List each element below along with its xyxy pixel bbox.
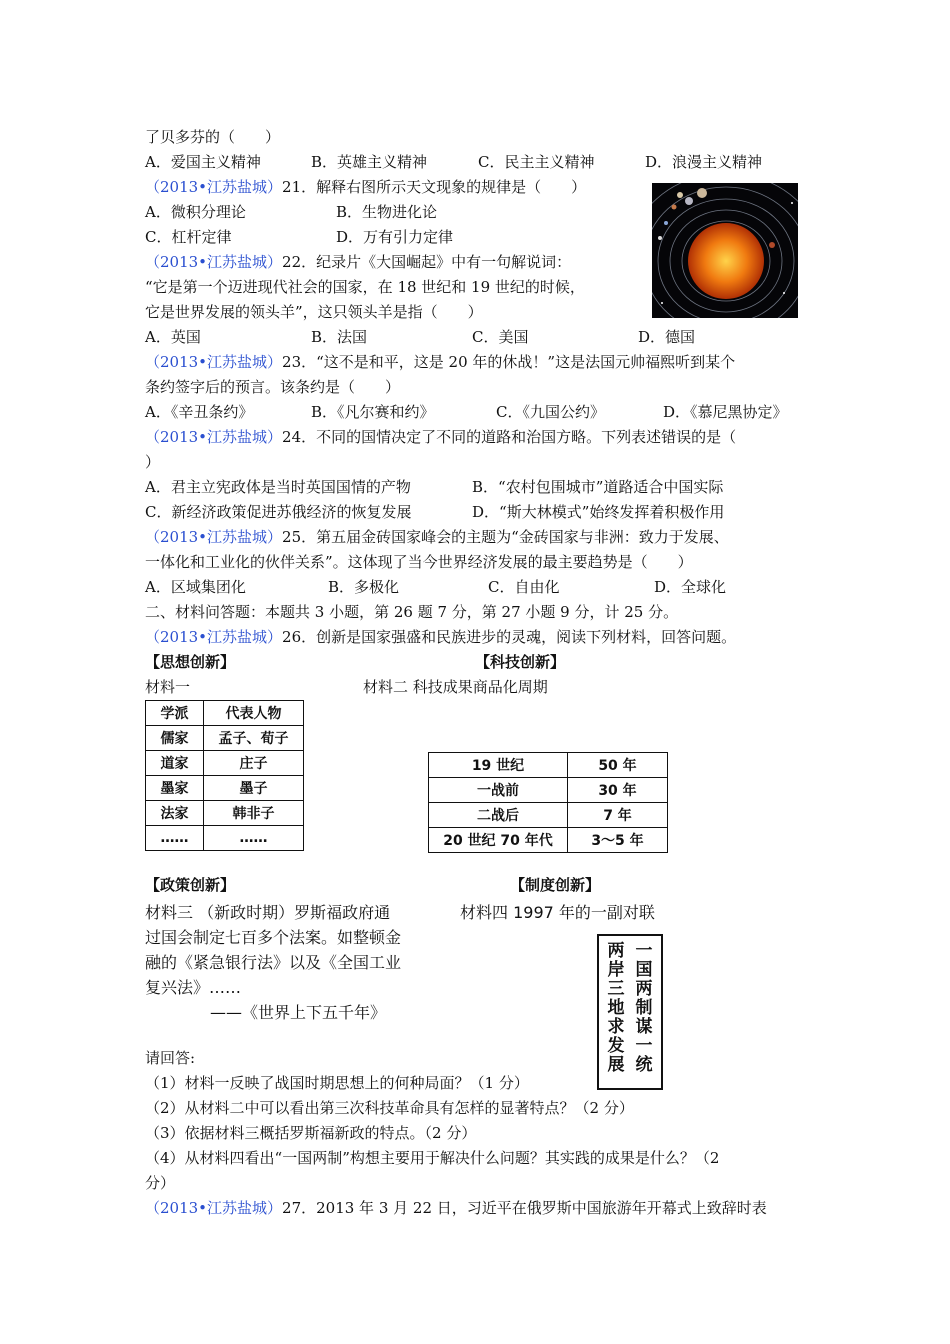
heading-policy-innovation: 【政策创新】	[145, 876, 236, 894]
material-3-source: ——《世界上下五千年》	[210, 1003, 387, 1022]
question-22-text: 22．纪录片《大国崛起》中有一句解说词：	[282, 253, 572, 271]
table-row	[429, 778, 668, 803]
question-23-line2: 条约签字后的预言。该条约是（ ）	[145, 378, 401, 396]
option-20a: A．爱国主义精神	[145, 153, 261, 171]
material-1-label: 材料一	[145, 678, 191, 696]
table-row	[146, 826, 304, 851]
option-25a: A．区域集团化	[145, 578, 246, 596]
source-tag: （2013•江苏盐城）	[145, 253, 283, 271]
option-23c: C．《九国公约》	[496, 403, 605, 421]
material-4-label: 材料四 1997 年的一副对联	[460, 903, 655, 922]
material-3-line: 融的《紧急银行法》以及《全国工业	[145, 953, 402, 972]
table-cell: 孟子、荀子	[204, 726, 304, 751]
option-22a: A．英国	[145, 328, 201, 346]
table-cell: 庄子	[204, 751, 304, 776]
couplet-left-line: 两 岸 三 地 求 发 展	[607, 941, 625, 1075]
material-2-label: 材料二 科技成果商品化周期	[363, 678, 548, 696]
source-tag: （2013•江苏盐城）	[145, 528, 283, 546]
line-q20-tail: 了贝多芬的（ ）	[145, 128, 281, 146]
table-cell: 儒家	[146, 726, 204, 751]
table-cell: 30 年	[568, 778, 668, 803]
table-cell: 二战后	[429, 803, 568, 828]
material-3-line: 过国会制定七百多个法案。如整顿金	[145, 928, 402, 947]
question-27	[145, 1198, 767, 1218]
heading-thought-innovation: 【思想创新】	[145, 653, 236, 671]
question-26	[145, 627, 736, 647]
option-24b: B．“农村包围城市”道路适合中国实际	[472, 478, 724, 496]
option-21a: A．微积分理论	[145, 203, 246, 221]
table-row	[146, 701, 304, 726]
option-25b: B．多极化	[328, 578, 400, 596]
table-cell: 一战前	[429, 778, 568, 803]
solar-system-image	[652, 183, 798, 318]
option-20d: D．浪漫主义精神	[645, 153, 763, 171]
table-cell: 19 世纪	[429, 753, 568, 778]
commercialization-table	[428, 752, 668, 853]
question-23	[145, 352, 735, 372]
sub-question-3: （3）依据材料三概括罗斯福新政的特点。（2 分）	[145, 1124, 477, 1142]
heading-tech-innovation: 【科技创新】	[475, 653, 566, 671]
option-20c: C．民主主义精神	[478, 153, 595, 171]
heading-system-innovation: 【制度创新】	[510, 876, 601, 894]
couplet-right-line: 一 国 两 制 谋 一 统	[635, 941, 653, 1075]
question-25-text: 25．第五届金砖国家峰会的主题为“金砖国家与非洲：致力于发展、	[282, 528, 729, 546]
question-26-text: 26．创新是国家强盛和民族进步的灵魂，阅读下列材料，回答问题。	[282, 628, 737, 646]
question-27-text: 27．2013 年 3 月 22 日，习近平在俄罗斯中国旅游年开幕式上致辞时表	[282, 1199, 767, 1217]
schools-table	[145, 700, 304, 851]
question-23-text: 23．“这不是和平，这是 20 年的休战！”这是法国元帅福熙听到某个	[282, 353, 736, 371]
table-header-cell: 代表人物	[204, 701, 304, 726]
option-21c: C．杠杆定律	[145, 228, 232, 246]
option-25d: D．全球化	[654, 578, 727, 596]
table-cell: 20 世纪 70 年代	[429, 828, 568, 853]
option-23a: A．《辛丑条约》	[145, 403, 254, 421]
option-22c: C．美国	[472, 328, 529, 346]
source-tag: （2013•江苏盐城）	[145, 428, 283, 446]
section-two-heading: 二、材料问答题：本题共 3 小题，第 26 题 7 分，第 27 小题 9 分，计 25 分。	[145, 603, 679, 621]
table-cell: 墨子	[204, 776, 304, 801]
question-21	[145, 177, 586, 197]
answer-prompt: 请回答:	[145, 1049, 196, 1067]
option-21b: B．生物进化论	[336, 203, 438, 221]
question-24	[145, 427, 736, 447]
option-25c: C．自由化	[488, 578, 560, 596]
table-row	[429, 753, 668, 778]
option-24d: D．“斯大林模式”始终发挥着积极作用	[472, 503, 725, 521]
table-row	[146, 751, 304, 776]
table-row	[429, 828, 668, 853]
table-row	[146, 776, 304, 801]
question-25	[145, 527, 729, 547]
question-21-text: 21．解释右图所示天文现象的规律是（ ）	[282, 178, 587, 196]
option-22b: B．法国	[311, 328, 368, 346]
couplet-box	[597, 934, 663, 1090]
question-24-text: 24．不同的国情决定了不同的道路和治国方略。下列表述错误的是（	[282, 428, 737, 446]
option-21d: D．万有引力定律	[336, 228, 454, 246]
question-24-line2: ）	[145, 453, 161, 471]
question-22	[145, 252, 571, 272]
source-tag: （2013•江苏盐城）	[145, 353, 283, 371]
table-cell: 墨家	[146, 776, 204, 801]
table-row	[429, 803, 668, 828]
option-24c: C．新经济政策促进苏俄经济的恢复发展	[145, 503, 412, 521]
material-3-line: 材料三 （新政时期）罗斯福政府通	[145, 903, 391, 922]
material-3-line: 复兴法》……	[145, 978, 242, 997]
option-22d: D．德国	[638, 328, 696, 346]
table-cell: 法家	[146, 801, 204, 826]
option-20b: B．英雄主义精神	[311, 153, 428, 171]
source-tag: （2013•江苏盐城）	[145, 1199, 283, 1217]
table-cell: 3～5 年	[568, 828, 668, 853]
table-header-cell: 学派	[146, 701, 204, 726]
table-row	[146, 726, 304, 751]
sub-question-4-tail: 分）	[145, 1174, 176, 1192]
table-cell: ……	[204, 826, 304, 851]
question-25-line2: 一体化和工业化的伙伴关系”。这体现了当今世界经济发展的最主要趋势是（ ）	[145, 553, 693, 571]
source-tag: （2013•江苏盐城）	[145, 178, 283, 196]
table-row	[146, 801, 304, 826]
option-23b: B．《凡尔赛和约》	[311, 403, 435, 421]
option-24a: A．君主立宪政体是当时英国国情的产物	[145, 478, 411, 496]
table-cell: 50 年	[568, 753, 668, 778]
sub-question-1: （1）材料一反映了战国时期思想上的何种局面？（1 分）	[145, 1074, 529, 1092]
question-22-line3: 它是世界发展的领头羊”，这只领头羊是指（ ）	[145, 303, 483, 321]
question-22-line2: “它是第一个迈进现代社会的国家，在 18 世纪和 19 世纪的时候，	[145, 278, 585, 296]
table-cell: ……	[146, 826, 204, 851]
source-tag: （2013•江苏盐城）	[145, 628, 283, 646]
option-23d: D．《慕尼黑协定》	[663, 403, 788, 421]
table-cell: 道家	[146, 751, 204, 776]
sub-question-4: （4）从材料四看出“一国两制”构想主要用于解决什么问题？其实践的成果是什么？（2	[145, 1149, 720, 1167]
table-cell: 韩非子	[204, 801, 304, 826]
table-cell: 7 年	[568, 803, 668, 828]
sub-question-2: （2）从材料二中可以看出第三次科技革命具有怎样的显著特点？（2 分）	[145, 1099, 634, 1117]
